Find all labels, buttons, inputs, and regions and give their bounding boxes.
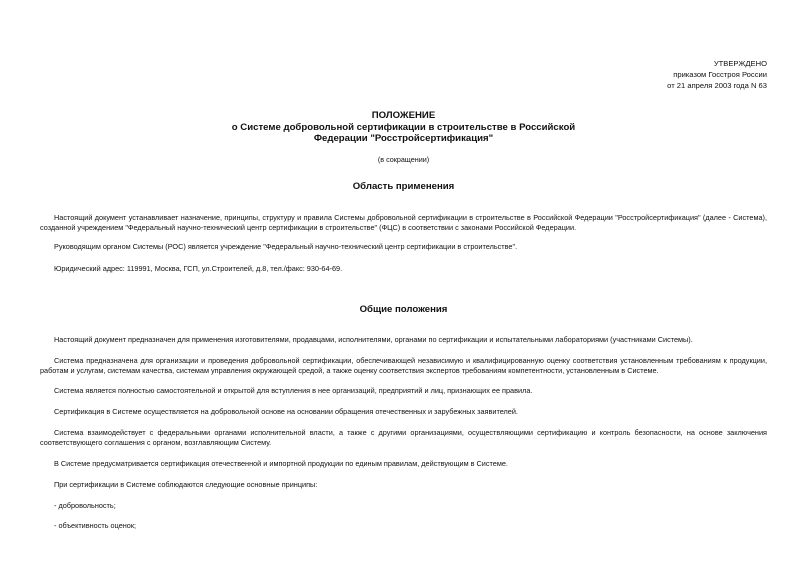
paragraph: Система предназначена для организации и проведения добровольной сертификации, обеспечивающей независимую и квалифицированную оценку соответствия установленным требованиям к продукции, работам и услугам, системам качества, системам управления окружающей средой, а также оценку соответствия экспертов требованиям компетентности, установленным в Системе. (40, 356, 767, 376)
document-subtitle: (в сокращении) (377, 154, 430, 164)
list-item: - объективность оценок; (54, 521, 137, 530)
approval-line-order: приказом Госстроя России (673, 70, 767, 79)
document-title: ПОЛОЖЕНИЕ (371, 110, 436, 121)
approval-line-approved: УТВЕРЖДЕНО (713, 59, 767, 68)
paragraph: Юридический адрес: 119991, Москва, ГСП, ул.Строителей, д.8, тел./факс: 930-64-69. (54, 264, 343, 273)
document-title-line2: о Системе добровольной сертификации в строительстве в Российской (231, 121, 576, 133)
paragraph: В Системе предусматривается сертификация отечественной и импортной продукции по единым правилам, действующим в Системе. (54, 459, 508, 468)
document-title-block (0, 110, 807, 164)
section-heading-general: Общие положения (359, 304, 448, 315)
document-title-line3: Федерации "Росстройсертификация" (313, 133, 494, 144)
list-item: - добровольность; (54, 501, 116, 510)
paragraph: Сертификация в Системе осуществляется на добровольной основе на основании обращения отечественных и зарубежных заявителей. (54, 407, 518, 416)
paragraph: Система является полностью самостоятельной и открытой для вступления в нее организаций, предприятий и лиц, признающих ее правила. (54, 386, 533, 395)
paragraph: Система взаимодействует с федеральными органами исполнительной власти, а также с другими организациями, осуществляющими сертификацию и контроль безопасности, на основе заключения соответствующего соглашения с органом, возглавляющим Систему. (40, 428, 767, 448)
paragraph: Настоящий документ предназначен для применения изготовителями, продавцами, исполнителями, органами по сертификации и испытательными лабораториями (участниками Системы). (54, 335, 693, 344)
paragraph: При сертификации в Системе соблюдаются следующие основные принципы: (54, 480, 318, 489)
paragraph: Настоящий документ устанавливает назначение, принципы, структуру и правила Системы добровольной сертификации в строительстве в Российской Федерации "Росстройсертификация" (далее - Система), созданной учреждением "Федеральный научно-технический центр сертификации в строительстве" (ФЦС) в соответствии с законами Российской Федерации. (40, 213, 767, 233)
paragraph: Руководящим органом Системы (РОС) является учреждение "Федеральный научно-технический центр сертификации в строительстве". (54, 242, 518, 251)
approval-line-date: от 21 апреля 2003 года N 63 (667, 81, 767, 90)
section-heading-scope: Область применения (352, 181, 455, 192)
approval-stamp (667, 58, 767, 91)
